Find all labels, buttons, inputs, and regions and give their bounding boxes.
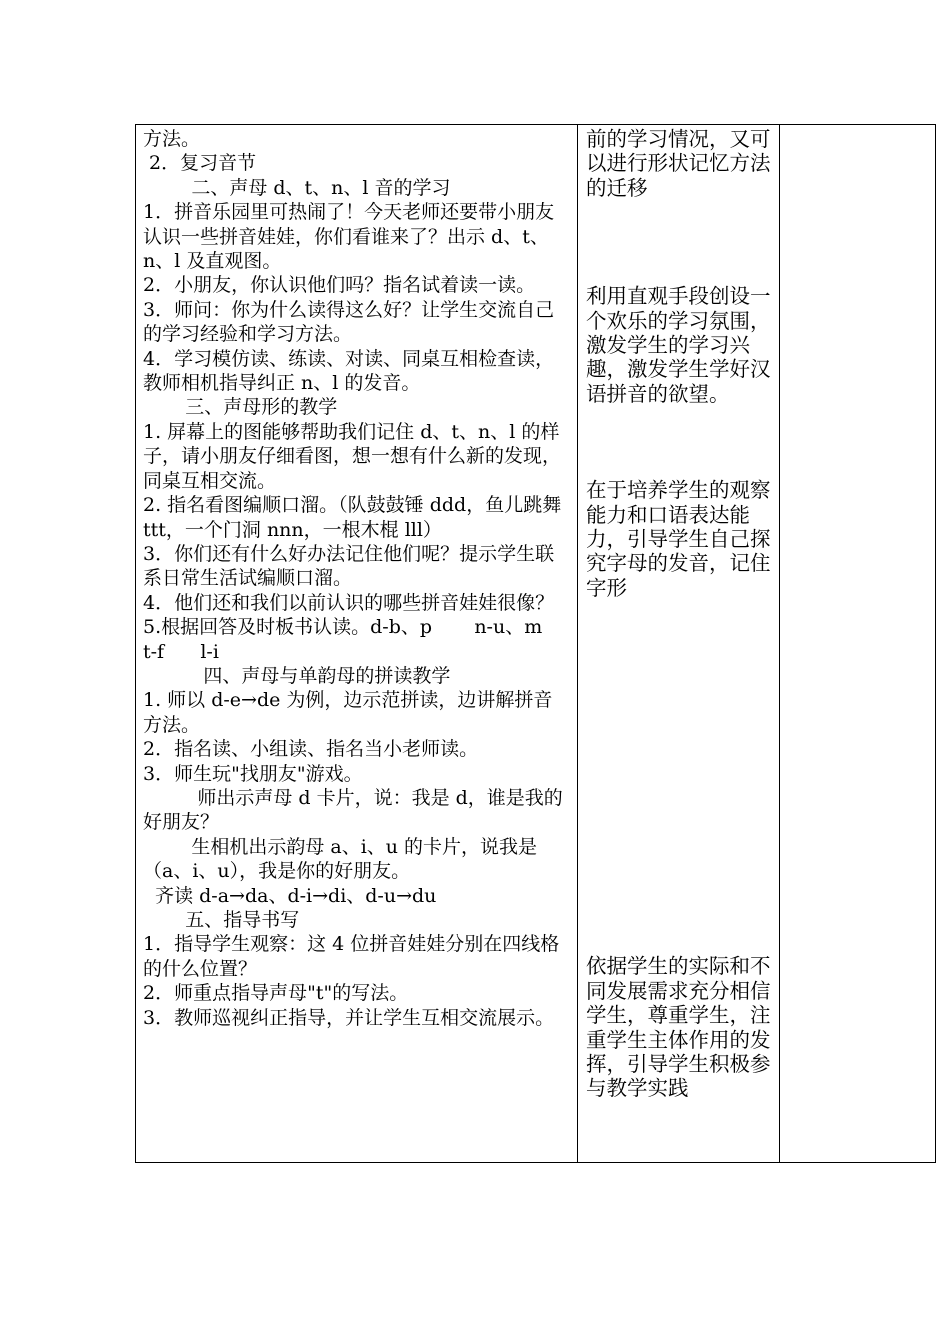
design-note: 在于培养学生的观察能力和口语表达能力，引导学生自己探究字母的发音，记住字形: [586, 478, 771, 600]
process-line: 齐读 d-a→da、d-i→di、d-u→du: [143, 884, 437, 907]
design-note: 前的学习情况，又可以进行形状记忆方法的迁移: [586, 127, 771, 200]
process-line: 4．他们还和我们以前认识的哪些拼音娃娃很像？: [143, 591, 555, 614]
section-heading: 四、声母与单韵母的拼读教学: [143, 664, 451, 687]
process-line: 2．师重点指导声母"t"的写法。: [143, 982, 409, 1005]
process-line: 3．师问：你为什么读得这么好？让学生交流自己的学习经验和学习方法。: [143, 298, 555, 346]
process-line: 4．学习模仿读、练读、对读、同桌互相检查读，教师相机指导纠正 n、l 的发音。: [143, 347, 555, 395]
process-line: 师出示声母 d 卡片，说：我是 d，谁是我的好朋友？: [143, 786, 563, 834]
process-line: 3．你们还有什么好办法记住他们呢？提示学生联系日常生活试编顺口溜。: [143, 542, 555, 590]
design-note: 依据学生的实际和不同发展需求充分相信学生，尊重学生，注重学生主体作用的发挥，引导学生积极参与教学实践: [586, 954, 771, 1101]
empty-cell: [780, 125, 936, 1163]
process-line: 1．拼音乐园里可热闹了！今天老师还要带小朋友认识一些拼音娃娃，你们看谁来了？出示 d、t、n、l 及直观图。: [143, 201, 555, 273]
process-line: 2．小朋友，你认识他们吗？指名试着读一读。: [143, 274, 536, 297]
process-line: 3．师生玩"找朋友"游戏。: [143, 762, 363, 785]
table-row: [136, 125, 936, 1163]
process-line: 方法。: [143, 128, 201, 150]
section-heading: 三、声母形的教学: [143, 396, 338, 419]
section-heading: 二、声母 d、t、n、l 音的学习: [143, 176, 451, 199]
process-line: 3．教师巡视纠正指导，并让学生互相交流展示。: [143, 1006, 555, 1029]
process-line: 1. 师以 d-e→de 为例，边示范拼读，边讲解拼音方法。: [143, 689, 553, 736]
process-line: 1．指导学生观察：这 4 位拼音娃娃分别在四线格的什么位置？: [143, 933, 560, 980]
design-note: 利用直观手段创设一个欢乐的学习氛围，激发学生的学习兴趣，激发学生学好汉语拼音的欲望。: [586, 284, 771, 406]
process-line: 2．复习音节: [143, 152, 257, 175]
process-line: 2. 指名看图编顺口溜。（队鼓鼓锤 ddd，鱼儿跳舞 ttt，一个门洞 nnn，一根木棍 lll）: [143, 494, 568, 541]
teaching-process-cell: [136, 125, 591, 1163]
design-intent-cell: [578, 125, 780, 1163]
lesson-plan-table: [135, 124, 936, 1163]
process-line: 2．指名读、小组读、指名当小老师读。: [143, 738, 479, 761]
section-heading: 五、指导书写: [143, 909, 300, 931]
process-line: 5.根据回答及时板书认读。d-b、p n-u、m t-f l-i: [143, 616, 591, 663]
process-line: 生相机出示韵母 a、i、u 的卡片，说我是（a、i、u），我是你的好朋友。: [143, 835, 538, 883]
process-line: 1. 屏幕上的图能够帮助我们记住 d、t、n、l 的样子，请小朋友仔细看图，想一想有什么新的发现，同桌互相交流。: [143, 420, 562, 492]
